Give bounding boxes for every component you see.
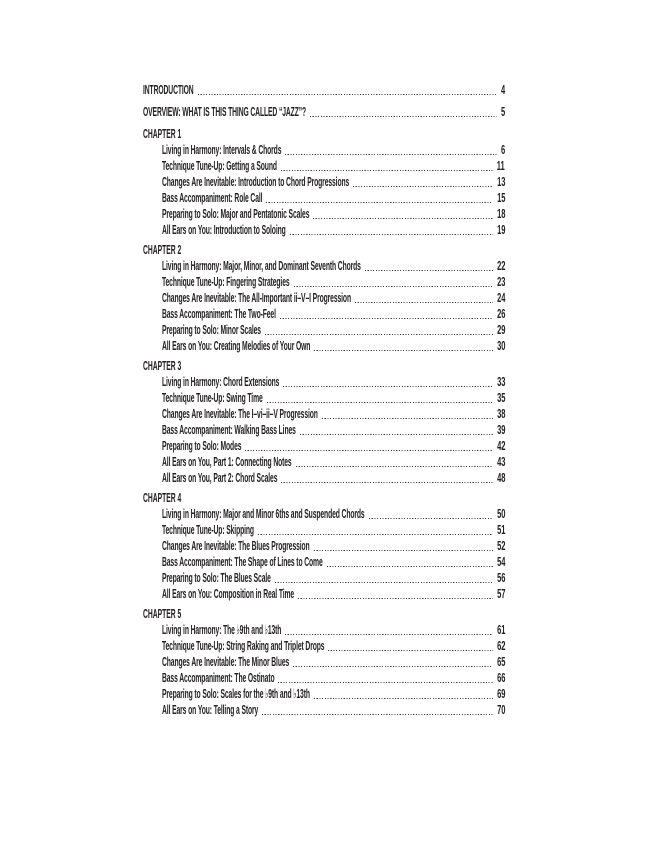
- toc-entry: [143, 470, 505, 486]
- entry-title: Living in Harmony: Chord Extensions: [162, 374, 280, 389]
- dot-leader: [322, 418, 493, 420]
- dot-leader: [281, 170, 493, 172]
- dot-leader: [328, 650, 492, 652]
- toc-entry: [143, 82, 505, 98]
- entry-title: Changes Are Inevitable: Introduction to Chord Progressions: [162, 174, 350, 189]
- entry-page-number: 56: [496, 570, 505, 585]
- entry-page-number: 33: [496, 374, 505, 389]
- toc-entry: [143, 454, 505, 470]
- toc-entry: [143, 522, 505, 538]
- chapter-section: [143, 126, 505, 238]
- dot-leader: [281, 482, 492, 484]
- dot-leader: [278, 682, 492, 684]
- toc-entry: [143, 206, 505, 222]
- dot-leader: [313, 218, 492, 220]
- entry-title: Technique Tune-Up: Getting a Sound: [162, 158, 277, 173]
- entry-title: All Ears on You, Part 1: Connecting Notes: [162, 454, 292, 469]
- toc-entry: [143, 274, 505, 290]
- dot-leader: [245, 450, 492, 452]
- toc-entry: [143, 622, 505, 638]
- dot-leader: [314, 698, 493, 700]
- chapter-section: [143, 358, 505, 486]
- entry-page-number: 39: [496, 422, 505, 437]
- dot-leader: [298, 598, 493, 600]
- entry-page-number: 57: [496, 586, 505, 601]
- entry-page-number: 42: [496, 438, 505, 453]
- chapter-section: [143, 606, 505, 718]
- chapter-heading-row: [143, 606, 505, 622]
- dot-leader: [266, 202, 492, 204]
- entry-page-number: 54: [496, 554, 505, 569]
- toc-entry: [143, 390, 505, 406]
- entry-page-number: 61: [496, 622, 505, 637]
- entry-page-number: 13: [496, 174, 505, 189]
- entry-page-number: 23: [496, 274, 505, 289]
- entry-page-number: 51: [496, 522, 505, 537]
- entry-page-number: 6: [500, 142, 505, 157]
- toc-entry: [143, 554, 505, 570]
- toc-entry: [143, 506, 505, 522]
- entry-title: Living in Harmony: The ♭9th and ♭13th: [162, 622, 282, 637]
- dot-leader: [258, 534, 493, 536]
- dot-leader: [280, 318, 493, 320]
- toc-entry: [143, 222, 505, 238]
- toc-entry: [143, 338, 505, 354]
- dot-leader: [285, 634, 492, 636]
- entry-page-number: 70: [496, 702, 505, 717]
- entry-page-number: 66: [496, 670, 505, 685]
- toc-entry: [143, 290, 505, 306]
- dot-leader: [290, 234, 493, 236]
- chapter-section: [143, 242, 505, 354]
- toc-entry: [143, 306, 505, 322]
- entry-title: Bass Accompaniment: The Ostinato: [162, 670, 275, 685]
- entry-title: Changes Are Inevitable: The Blues Progression: [162, 538, 310, 553]
- dot-leader: [296, 466, 493, 468]
- dot-leader: [369, 518, 493, 520]
- dot-leader: [267, 402, 493, 404]
- toc-entry: [143, 670, 505, 686]
- toc-entry: [143, 406, 505, 422]
- entry-page-number: 38: [496, 406, 505, 421]
- entry-title: Changes Are Inevitable: The All-Important ii–V–I Progression: [162, 290, 351, 305]
- entry-page-number: 26: [496, 306, 505, 321]
- toc-entry: [143, 438, 505, 454]
- dot-leader: [285, 154, 496, 156]
- toc-entry: [143, 686, 505, 702]
- entry-title: Bass Accompaniment: The Shape of Lines to Come: [162, 554, 323, 569]
- entry-title: Preparing to Solo: The Blues Scale: [162, 570, 271, 585]
- chapter-heading: CHAPTER 3: [143, 358, 182, 373]
- dot-leader: [365, 270, 493, 272]
- toc-entry: [143, 570, 505, 586]
- entry-page-number: 48: [496, 470, 505, 485]
- chapter-heading-row: [143, 358, 505, 374]
- entry-title: All Ears on You: Creating Melodies of Your Own: [162, 338, 311, 353]
- dot-leader: [353, 186, 492, 188]
- table-of-contents: [143, 82, 505, 718]
- toc-entry: [143, 654, 505, 670]
- entry-title: Changes Are Inevitable: The I–vi–ii–V Progression: [162, 406, 318, 421]
- toc-entry: [143, 142, 505, 158]
- chapter-heading: CHAPTER 2: [143, 242, 182, 257]
- entry-page-number: 30: [496, 338, 505, 353]
- entry-title: Bass Accompaniment: The Two-Feel: [162, 306, 276, 321]
- entry-title: All Ears on You: Introduction to Soloing: [162, 222, 286, 237]
- entry-title: Preparing to Solo: Modes: [162, 438, 242, 453]
- chapter-heading-row: [143, 126, 505, 142]
- entry-title: Living in Harmony: Intervals & Chords: [162, 142, 282, 157]
- dot-leader: [262, 714, 492, 716]
- entry-page-number: 5: [500, 104, 505, 119]
- toc-entry: [143, 586, 505, 602]
- entry-page-number: 19: [496, 222, 505, 237]
- entry-page-number: 22: [496, 258, 505, 273]
- entry-page-number: 43: [496, 454, 505, 469]
- entry-title: Bass Accompaniment: Role Call: [162, 190, 263, 205]
- toc-entry: [143, 104, 505, 120]
- dot-leader: [310, 116, 497, 118]
- entry-title: Preparing to Solo: Minor Scales: [162, 322, 261, 337]
- toc-entry: [143, 638, 505, 654]
- dot-leader: [314, 350, 492, 352]
- entry-page-number: 52: [496, 538, 505, 553]
- dot-leader: [355, 302, 493, 304]
- toc-entry: [143, 322, 505, 338]
- toc-entry: [143, 374, 505, 390]
- entry-page-number: 62: [496, 638, 505, 653]
- entry-title: Living in Harmony: Major, Minor, and Dominant Seventh Chords: [162, 258, 361, 273]
- toc-chapter-list: [143, 126, 505, 718]
- toc-front-list: [143, 82, 505, 120]
- dot-leader: [314, 550, 493, 552]
- entry-title: All Ears on You, Part 2: Chord Scales: [162, 470, 278, 485]
- entry-title: Technique Tune-Up: Swing Time: [162, 390, 263, 405]
- entry-title: Living in Harmony: Major and Minor 6ths and Suspended Chords: [162, 506, 365, 521]
- chapter-heading: CHAPTER 1: [143, 126, 182, 141]
- entry-page-number: 24: [496, 290, 505, 305]
- entry-page-number: 18: [496, 206, 505, 221]
- chapter-heading: CHAPTER 4: [143, 490, 182, 505]
- toc-entry: [143, 174, 505, 190]
- toc-entry: [143, 538, 505, 554]
- entry-title: Technique Tune-Up: Skipping: [162, 522, 254, 537]
- toc-entry: [143, 422, 505, 438]
- toc-entry: [143, 258, 505, 274]
- entry-page-number: 29: [496, 322, 505, 337]
- entry-page-number: 35: [496, 390, 505, 405]
- entry-title: All Ears on You: Telling a Story: [162, 702, 259, 717]
- entry-title: All Ears on You: Composition in Real Time: [162, 586, 295, 601]
- dot-leader: [294, 286, 493, 288]
- dot-leader: [283, 386, 492, 388]
- dot-leader: [275, 582, 493, 584]
- entry-page-number: 65: [496, 654, 505, 669]
- dot-leader: [327, 566, 493, 568]
- entry-title: INTRODUCTION: [143, 82, 194, 97]
- entry-title: Changes Are Inevitable: The Minor Blues: [162, 654, 290, 669]
- entry-page-number: 69: [496, 686, 505, 701]
- chapter-section: [143, 490, 505, 602]
- dot-leader: [198, 94, 497, 96]
- entry-title: Preparing to Solo: Scales for the ♭9th and ♭13th: [162, 686, 310, 701]
- entry-page-number: 50: [496, 506, 505, 521]
- dot-leader: [300, 434, 493, 436]
- entry-title: Technique Tune-Up: String Raking and Triplet Drops: [162, 638, 325, 653]
- entry-title: Technique Tune-Up: Fingering Strategies: [162, 274, 290, 289]
- toc-entry: [143, 158, 505, 174]
- chapter-heading-row: [143, 242, 505, 258]
- entry-title: OVERVIEW: WHAT IS THIS THING CALLED “JAZZ”?: [143, 104, 307, 119]
- dot-leader: [265, 334, 493, 336]
- toc-entry: [143, 190, 505, 206]
- toc-entry: [143, 702, 505, 718]
- entry-page-number: 11: [497, 158, 505, 173]
- entry-page-number: 4: [500, 82, 505, 97]
- chapter-heading-row: [143, 490, 505, 506]
- chapter-heading: CHAPTER 5: [143, 606, 182, 621]
- entry-title: Bass Accompaniment: Walking Bass Lines: [162, 422, 296, 437]
- dot-leader: [293, 666, 492, 668]
- entry-title: Preparing to Solo: Major and Pentatonic Scales: [162, 206, 310, 221]
- entry-page-number: 15: [496, 190, 505, 205]
